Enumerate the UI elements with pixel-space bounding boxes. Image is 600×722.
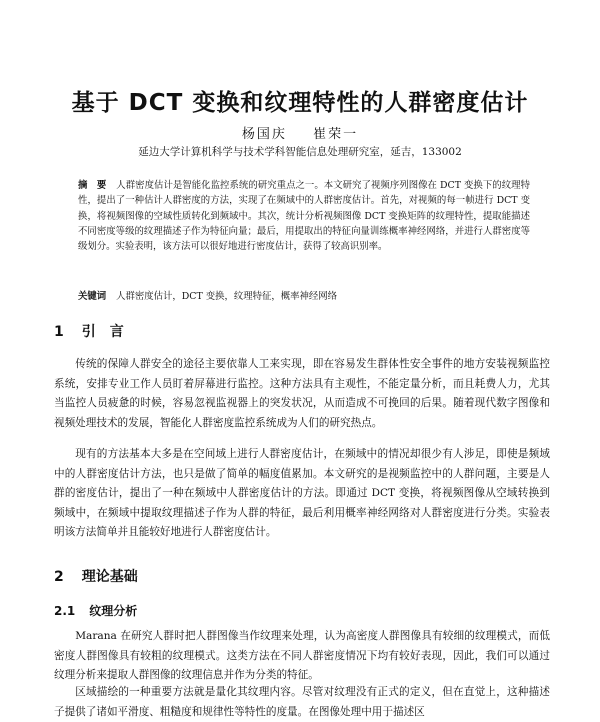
keywords-text: 人群密度估计，DCT 变换，纹理特征，概率神经网络 <box>116 291 337 302</box>
subsection-title: 纹理分析 <box>89 604 138 618</box>
abstract-label: 摘 要 <box>78 180 107 191</box>
section-title: 理论基础 <box>81 569 138 585</box>
intro-paragraph-2: 现有的方法基本大多是在空间域上进行人群密度估计，在频域中的情况却很少有人涉足，即使是频域中的人群密度估计方法，也只是做了简单的幅度值累加。本文研究的是视频监控中的人群问题，主要是人群的密度估计，提出了一种在频域中人群密度估计的方法。即通过 DCT 变换，将视频图像从空域转换到频域中，在频域中提取纹理描述子作为人群的特征，最后利用概率神经网络对人群密度进行分类。实验表明该方法简单并且能较好地进行人群密度估计。 <box>54 448 550 539</box>
section-heading-theory <box>54 566 138 586</box>
author-name: 崔荣一 <box>313 127 359 142</box>
paper-title: 基于 DCT 变换和纹理特性的人群密度估计 <box>71 90 529 116</box>
section-number: 1 <box>54 324 64 340</box>
subsection-number: 2.1 <box>54 604 76 618</box>
keywords-label: 关键词 <box>78 291 107 302</box>
author-name: 杨国庆 <box>241 127 287 142</box>
author-list <box>0 123 600 142</box>
section-title: 引 言 <box>81 324 124 340</box>
affiliation: 延边大学计算机科学与技术学科智能信息处理研究室，延吉，133002 <box>138 146 462 158</box>
subsection-heading-texture <box>54 602 137 619</box>
abstract <box>78 178 530 254</box>
intro-paragraph-1: 传统的保障人群安全的途径主要依靠人工来实现，即在容易发生群体性安全事件的地方安装视频监控系统，安排专业工作人员盯着屏幕进行监控。这种方法具有主观性，不能定量分析，而且耗费人力，尤其当监控人员疲惫的时候，容易忽视监视器上的突发状况，从而造成不可挽回的后果。随着现代数字图像和视频处理技术的发展，智能化人群密度监控系统成为人们的研究热点。 <box>54 358 550 429</box>
texture-paragraph-2: 区域描绘的一种重要方法就是量化其纹理内容。尽管对纹理没有正式的定义，但在直觉上，这种描述子提供了诸如平滑度、粗糙度和规律性等特性的度量。在图像处理中用于描述区 <box>54 686 550 718</box>
keywords <box>78 289 530 304</box>
texture-paragraph-1: Marana 在研究人群时把人群图像当作纹理来处理，认为高密度人群图像具有较细的纹理模式，而低密度人群图像具有较粗的纹理模式。这类方法在不同人群密度情况下均有较好表现，因此，我们可以通过纹理分析来提取人群图像的纹理信息并作为分类的特征。 <box>54 630 550 682</box>
section-heading-intro <box>54 321 124 341</box>
abstract-text: 人群密度估计是智能化监控系统的研究重点之一。本文研究了视频序列图像在 DCT 变换下的纹理特性，提出了一种估计人群密度的方法，实现了在频域中的人群密度估计。首先，对视频的每一帧进行 DCT 变换，将视频图像的空域性质转化到频域中。其次，统计分析视频图像 DCT 变换矩阵的纹理特性，提取能描述不同密度等级的纹理描述子作为特征向量；最后，用提取出的特征向量训练概率神经网络，并进行人群密度等级划分。实验表明，该方法可以很好地进行密度估计，获得了较高识别率。 <box>78 180 530 253</box>
section-number: 2 <box>54 569 64 585</box>
